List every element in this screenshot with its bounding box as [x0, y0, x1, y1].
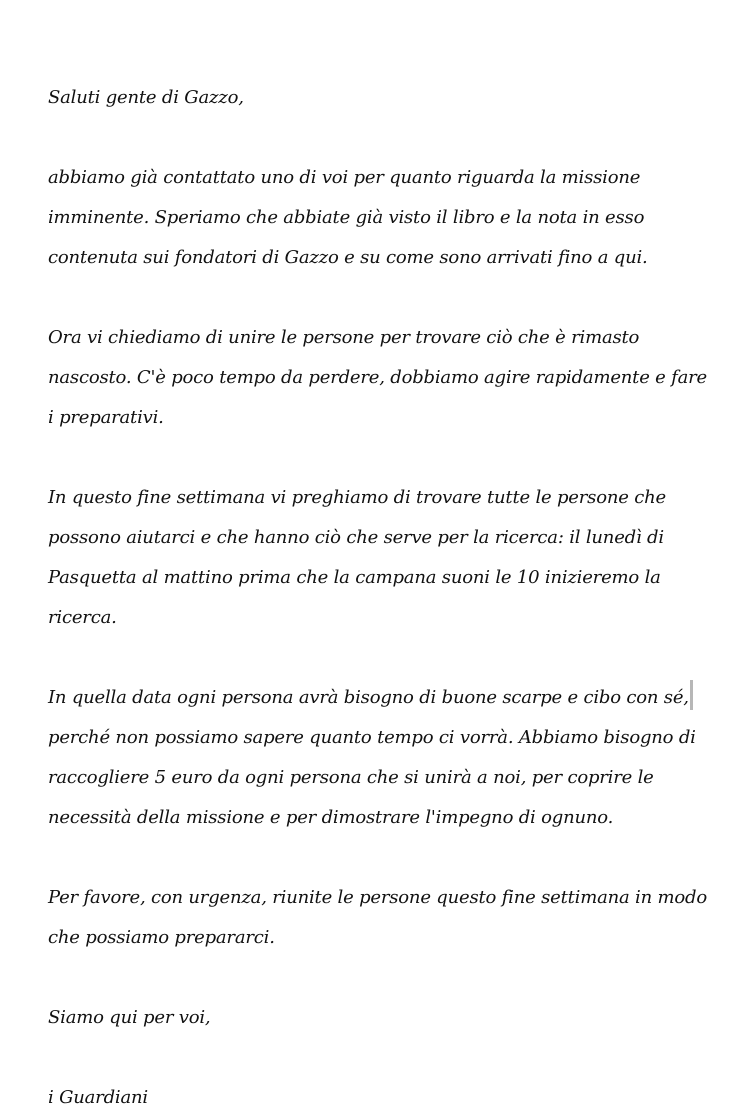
paragraph-1: abbiamo già contattato uno di voi per quanto riguarda la missione imminente. Speriamo che abbiate già visto il libro e la nota in esso contenuta sui fondatori di Gazzo e su come sono arrivati fino a qui.	[48, 167, 648, 268]
paragraph-5: Per favore, con urgenza, riunite le persone questo fine settimana in modo che possiamo prepararci.	[48, 887, 707, 948]
text-cursor	[690, 680, 693, 710]
paragraph-3: In questo fine settimana vi preghiamo di trovare tutte le persone che possono aiutarci e che hanno ciò che serve per la ricerca: il lunedì di Pasquetta al mattino prima che la campana suoni le 10 inizieremo la ricerca.	[48, 487, 666, 628]
paragraph-4	[48, 678, 708, 838]
paragraph-2: Ora vi chiediamo di unire le persone per trovare ciò che è rimasto nascosto. C'è poco tempo da perdere, dobbiamo agire rapidamente e fare i preparativi.	[48, 327, 707, 428]
paragraph-4-end: perché non possiamo sapere quanto tempo ci vorrà. Abbiamo bisogno di raccogliere 5 euro da ogni persona che si unirà a noi, per coprire le necessità della missione e per dimostrare l'impegno di ognuno.	[48, 727, 696, 828]
greeting: Saluti gente di Gazzo,	[48, 87, 244, 108]
signature: i Guardiani	[48, 1087, 148, 1108]
paragraph-4-start: In quella data ogni persona avrà bisogno di buone scarpe e cibo con sé,	[48, 687, 689, 708]
letter-body[interactable]	[48, 78, 708, 1118]
closing: Siamo qui per voi,	[48, 1007, 211, 1028]
